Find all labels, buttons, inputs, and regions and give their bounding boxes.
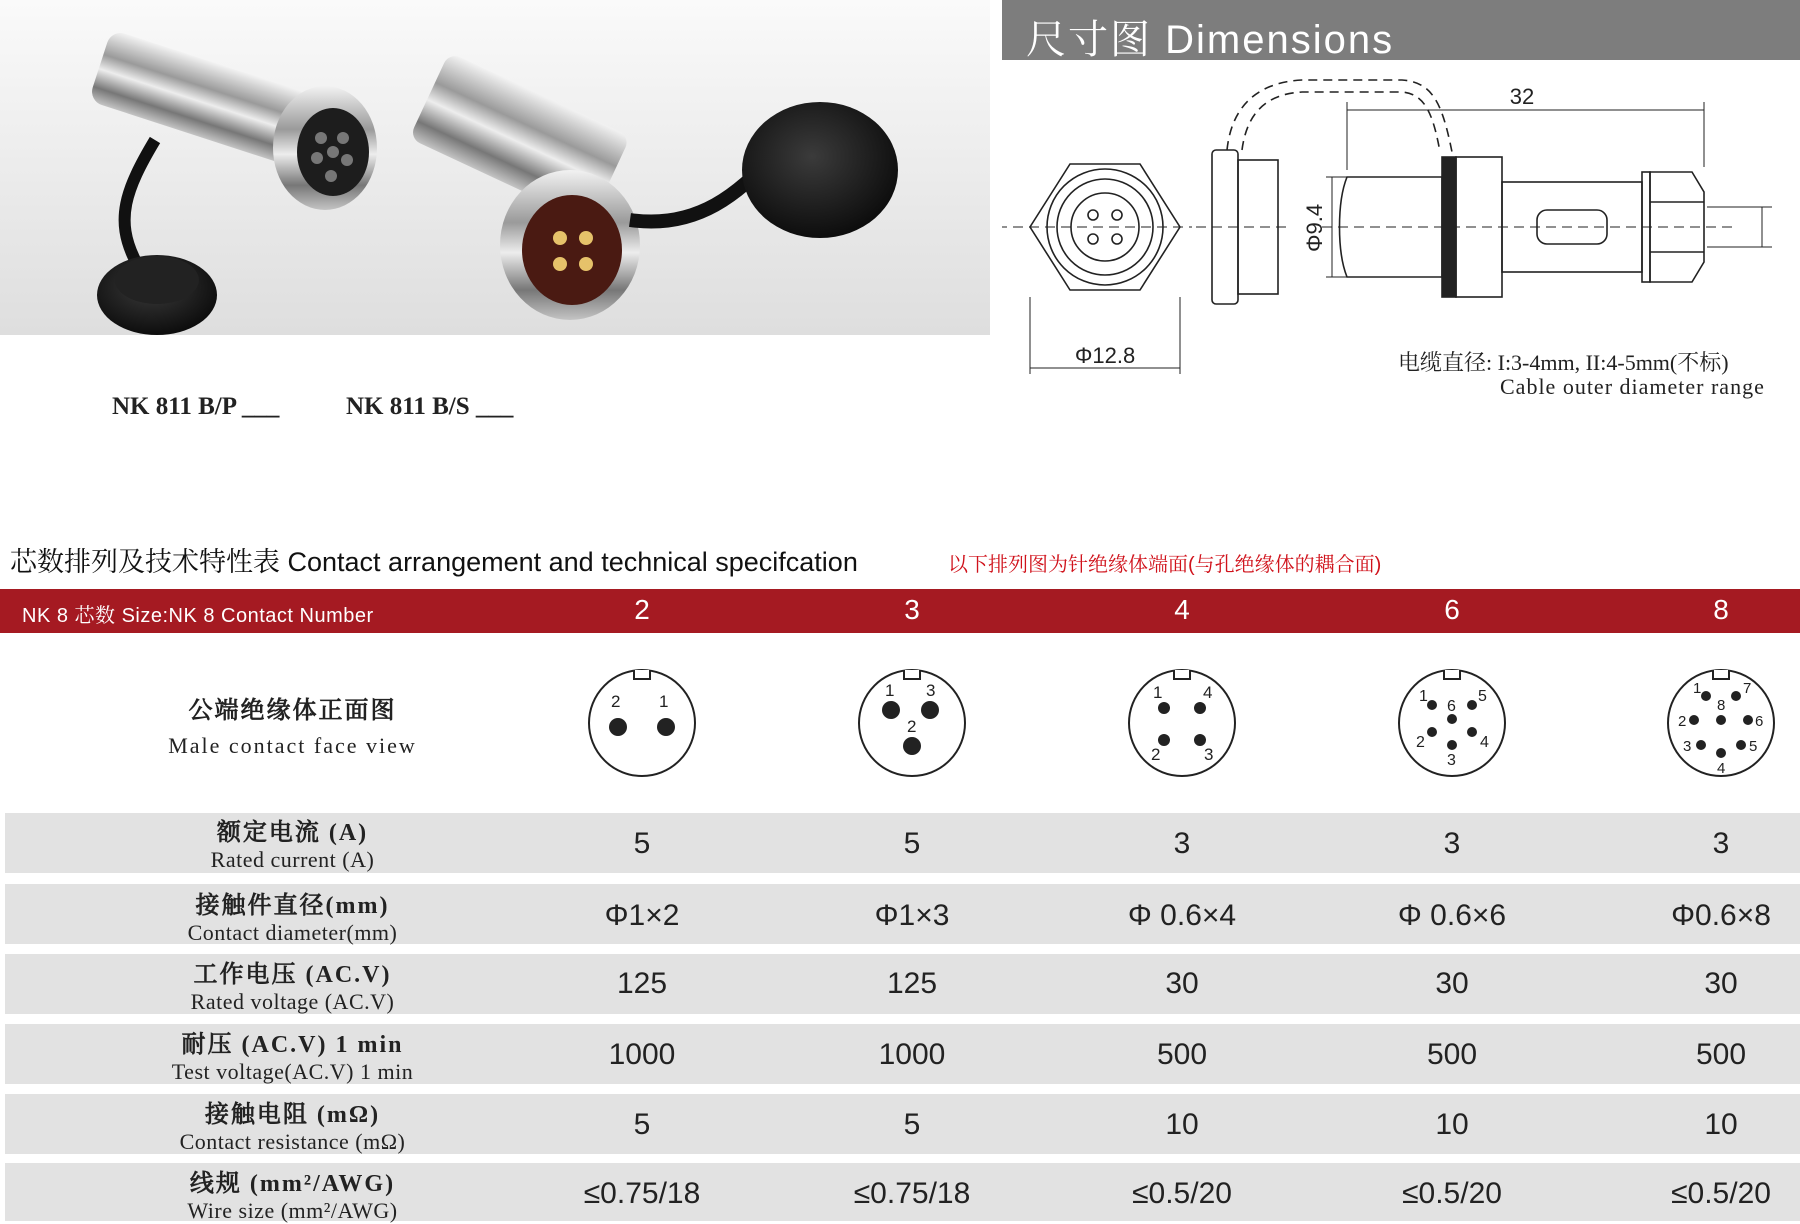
- product-photo: [0, 0, 990, 335]
- table-cell: ≤0.75/18: [583, 1177, 701, 1210]
- table-cell: 500: [1426, 1038, 1478, 1071]
- table-cell: ≤0.5/20: [1402, 1177, 1502, 1210]
- pin-label: 1: [1693, 680, 1702, 697]
- column-header: 2: [634, 594, 650, 625]
- table-cell: 3: [1443, 827, 1461, 860]
- table-cell: 3: [1712, 827, 1730, 860]
- pin-label: 4: [1203, 683, 1213, 702]
- row-label-zh: 接触电阻 (mΩ): [204, 1102, 381, 1128]
- row-label-en: Rated current (A): [210, 847, 375, 872]
- pin-label: 3: [926, 681, 936, 700]
- dimension-diameter-small: Φ9.4: [1302, 203, 1327, 252]
- row-label: [0, 1024, 585, 1085]
- cable-note-en: Cable outer diameter range: [1500, 374, 1765, 399]
- row-label-zh: 公端绝缘体正面图: [188, 698, 397, 724]
- row-label: [0, 1094, 585, 1155]
- row-label-en: Test voltage(AC.V) 1 min: [171, 1059, 414, 1084]
- column-header: 6: [1444, 594, 1460, 625]
- pin-label: 7: [1743, 680, 1752, 697]
- row-label-en: Male contact face view: [168, 733, 417, 758]
- model-label-socket: NK 811 B/S ___: [346, 393, 514, 420]
- pin-label: 2: [1151, 745, 1161, 764]
- table-cell: Φ 0.6×6: [1397, 899, 1507, 932]
- table-cell: 30: [1704, 967, 1738, 1000]
- table-cell: 5: [633, 1108, 651, 1141]
- table-cell: 125: [616, 967, 668, 1000]
- pin-label: 1: [659, 692, 669, 711]
- table-cell: Φ0.6×8: [1671, 899, 1771, 932]
- dimension-length: 32: [1509, 84, 1535, 109]
- row-label-zh: 额定电流 (A): [216, 820, 369, 846]
- female-connector-image: [88, 29, 377, 335]
- pin-label: 2: [907, 717, 917, 736]
- row-label: [0, 812, 585, 873]
- table-cell: 10: [1165, 1108, 1199, 1141]
- row-label-en: Wire size (mm²/AWG): [187, 1198, 398, 1223]
- pin-label: 8: [1717, 697, 1726, 714]
- table-cell: 3: [1173, 827, 1191, 860]
- pin-label: 2: [1416, 734, 1425, 751]
- pin-layout-diagrams: [0, 655, 1800, 785]
- row-label: [0, 885, 585, 946]
- pin-label: 3: [1447, 752, 1456, 769]
- pin-label: 5: [1478, 688, 1487, 705]
- table-cell: 5: [903, 827, 921, 860]
- row-label-zh: 耐压 (AC.V) 1 min: [181, 1032, 404, 1058]
- table-cell: 500: [1695, 1038, 1747, 1071]
- male-connector-image: [409, 52, 898, 320]
- section-title: 芯数排列及技术特性表 Contact arrangement and technical specifcation: [10, 547, 858, 577]
- pin-layout-6: [1399, 670, 1505, 776]
- pin-label: 1: [885, 681, 895, 700]
- pin-label: 1: [1419, 688, 1428, 705]
- row-label-en: Contact resistance (mΩ): [179, 1129, 406, 1154]
- table-cell: 30: [1165, 967, 1199, 1000]
- table-cell: 10: [1704, 1108, 1738, 1141]
- section-note: 以下排列图为针绝缘体端面(与孔绝缘体的耦合面): [948, 554, 1382, 576]
- cable-note-zh: 电缆直径: I:3-4mm, II:4-5mm(不标): [1398, 350, 1729, 375]
- pin-label: 2: [1678, 713, 1687, 730]
- table-cell: Φ1×2: [604, 899, 680, 932]
- pin-label: 4: [1480, 734, 1489, 751]
- pin-label: 6: [1755, 713, 1764, 730]
- table-cell: 30: [1435, 967, 1469, 1000]
- model-label-plug: NK 811 B/P ___: [112, 393, 280, 420]
- row-label-en: Rated voltage (AC.V): [190, 989, 395, 1014]
- table-cell: 5: [633, 827, 651, 860]
- table-cell: 500: [1156, 1038, 1208, 1071]
- pin-label: 3: [1204, 745, 1214, 764]
- table-cell: Φ1×3: [874, 899, 950, 932]
- column-header: 8: [1713, 594, 1729, 625]
- table-cell: ≤0.5/20: [1671, 1177, 1771, 1210]
- column-header: 4: [1174, 594, 1190, 625]
- dimensions-header: [1002, 0, 1800, 60]
- column-header: 3: [904, 594, 920, 625]
- table-cell: 125: [886, 967, 938, 1000]
- pin-label: 6: [1447, 698, 1456, 715]
- connector-photo-illustration: [0, 0, 990, 335]
- pin-label: 4: [1717, 760, 1726, 777]
- pin-layout-3: [859, 670, 965, 776]
- table-cell: 5: [903, 1108, 921, 1141]
- pin-label: 1: [1153, 683, 1163, 702]
- table-cell: 1000: [878, 1038, 946, 1071]
- table-cell: Φ 0.6×4: [1127, 899, 1237, 932]
- table-cell: ≤0.5/20: [1132, 1177, 1232, 1210]
- table-cell: 10: [1435, 1108, 1469, 1141]
- table-header-bar: [0, 589, 1800, 633]
- row-label-zh: 接触件直径(mm): [195, 893, 390, 919]
- pin-layout-4: [1129, 670, 1235, 776]
- pin-label: 3: [1683, 738, 1692, 755]
- row-label: [0, 1163, 585, 1224]
- table-cell: ≤0.75/18: [853, 1177, 971, 1210]
- pin-layout-2: [589, 670, 695, 776]
- pin-layout-8: [1668, 670, 1774, 777]
- table-header-label: NK 8 芯数 Size:NK 8 Contact Number: [22, 605, 374, 627]
- pin-label: 2: [611, 692, 621, 711]
- pin-label: 5: [1749, 738, 1758, 755]
- row-label-zh: 工作电压 (AC.V): [193, 962, 392, 988]
- dimensions-title: 尺寸图 Dimensions: [1026, 18, 1395, 62]
- table-cell: 1000: [608, 1038, 676, 1071]
- row-label-en: Contact diameter(mm): [187, 920, 398, 945]
- row-label-zh: 线规 (mm²/AWG): [189, 1171, 396, 1197]
- row-label: [0, 954, 585, 1015]
- dimension-diameter-front: Φ12.8: [1074, 343, 1136, 368]
